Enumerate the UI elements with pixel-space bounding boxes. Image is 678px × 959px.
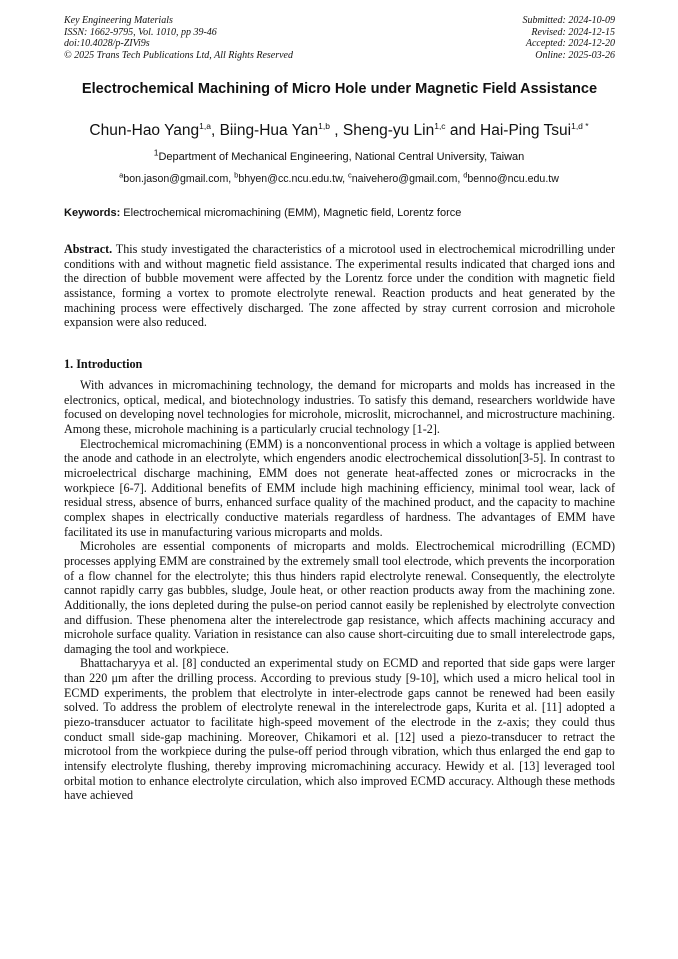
affiliation-superscript: 1 [153,147,159,158]
copyright-line: © 2025 Trans Tech Publications Ltd, All Rights Reserved [64,49,293,61]
author-separator: , [210,122,220,139]
email-list [40,172,638,186]
author-name: Biing-Hua Yan [219,122,319,139]
author-name: Chun-Hao Yang [89,122,200,139]
email-address[interactable]: bon.jason@gmail.com, [123,173,235,185]
body-paragraph: Electrochemical micromachining (EMM) is a nonconventional process in which a voltage is applied between the anode and cathode in an electrolyte, which engenders anodic electrochemical dissolution[3-5]. In contrast to microelectrical discharge machining, EMM does not generate heat-affected zones or microcracks in the workpiece [6-7]. Additional benefits of EMM include high machining efficiency, minimal tool wear, lack of residual stress, absence of burrs, enhanced surface quality of the machined product, and the capacity to machine complex shapes in electrically conductive materials regardless of hardness. The advantages of EMM have facilitated its use in manufacturing various microparts and molds. [64,436,615,539]
online-date: Online: 2025-03-26 [535,49,615,61]
author-separator: , [329,122,343,139]
author-list [40,121,638,141]
email-superscript: b [234,170,239,180]
abstract-label: Abstract. [64,242,113,256]
email-superscript: a [119,170,124,180]
affiliation [40,147,638,164]
author-separator: and [445,122,481,139]
body-paragraph: Bhattacharyya et al. [8] conducted an experimental study on ECMD and reported that side gaps were larger than 220 μm after the drilling process. According to previous study [9-10], which used a micro helical tool in ECMD experiments, the problem that electrolyte in inter-electrode gaps cannot be renewed had been easily solved. To address the problem of electrolyte renewal in the interelectrode gaps, Kurita et al. [11] adopted a piezo-transducer actuator to facilitate high-speed movement of the electrode in the z-axis; they could thus conduct small side-gap machining. Moreover, Chikamori et al. [12] used a piezo-transducer to retract the microtool from the workpiece during the pulse-off period through vibration, which thus enlarged the end gap to intensify electrolyte flushing, thereby improving micromachining accuracy. Hewidy et al. [13] leveraged tool orbital motion to enhance electrolyte circulation, which also improved ECMD accuracy. Although these methods have achieved [64,656,615,803]
affiliation-text: Department of Mechanical Engineering, National Central University, Taiwan [158,151,525,163]
email-address[interactable]: benno@ncu.edu.tw [467,173,559,185]
author-name: Hai-Ping Tsui [480,122,572,139]
author-superscript: 1,a [199,120,211,131]
email-address[interactable]: naivehero@gmail.com, [351,173,464,185]
introduction-body [64,378,615,803]
author-superscript: 1,d * [571,120,589,131]
doi-line: doi:10.4028/p-ZIVi9s [64,38,150,49]
paper-title: Electrochemical Machining of Micro Hole under Magnetic Field Assistance [81,81,598,97]
revised-date: Revised: 2024-12-15 [531,26,615,38]
author-superscript: 1,b [318,120,330,131]
email-address[interactable]: bhyen@cc.ncu.edu.tw, [238,173,349,185]
introduction-heading: 1. Introduction [64,357,143,371]
body-paragraph: With advances in micromachining technology, the demand for microparts and molds has increased in the electronics, optical, medical, and biotechnology industries. To satisfy this demand, researchers worldwide have focused on developing novel technologies for microhole, microslit, microchannel, and microstructure machining. Among these, microhole machining is a particularly crucial technology [1-2]. [64,378,615,436]
journal-name: Key Engineering Materials [64,15,173,26]
author-name: Sheng-yu Lin [342,122,435,139]
publication-dates [523,15,616,61]
abstract-text: This study investigated the characteristics of a microtool used in electrochemical microdrilling under conditions with and without magnetic field assistance. The experimental results indicated that charged ions and the direction of bubble movement were affected by the Lorentz force under the condition with magnetic field assistance, forming a vortex to promote electrolyte renewal. Reaction products and heat generated by the machining process were effectively discharged. The zone affected by stray current corrosion and microhole expansion were also reduced. [64,242,615,330]
keywords-label: Keywords: [64,207,121,219]
author-superscript: 1,c [434,120,446,131]
email-superscript: d [463,170,468,180]
email-superscript: c [348,170,352,180]
abstract [64,242,615,330]
keywords-line [64,206,615,220]
accepted-date: Accepted: 2024-12-20 [525,38,615,49]
body-paragraph: Microholes are essential components of microparts and molds. Electrochemical microdrilling (ECMD) processes applying EMM are constrained by the extremely small tool electrode, which prevents the incorporation of a flow channel for the electrolyte; this thus hinders rapid electrolyte renewal. Consequently, the electrolyte cannot rapidly carry gas bubbles, sludge, Joule heat, or other reaction products away from the machining zone. Additionally, the ions depleted during the pulse-on period cannot easily be replenished by electrolyte convection and diffusion. These phenomena alter the interelectrode gap resistance, which affects machining accuracy and microhole surface quality. Variation in resistance can also cause short-circuiting due to small interelectrode gaps, damaging the tool and workpiece. [64,539,615,656]
submitted-date: Submitted: 2024-10-09 [522,15,615,26]
keywords-text: Electrochemical micromachining (EMM), Magnetic field, Lorentz force [120,207,462,219]
issn-line: ISSN: 1662-9795, Vol. 1010, pp 39-46 [64,26,217,38]
journal-info [64,15,293,61]
